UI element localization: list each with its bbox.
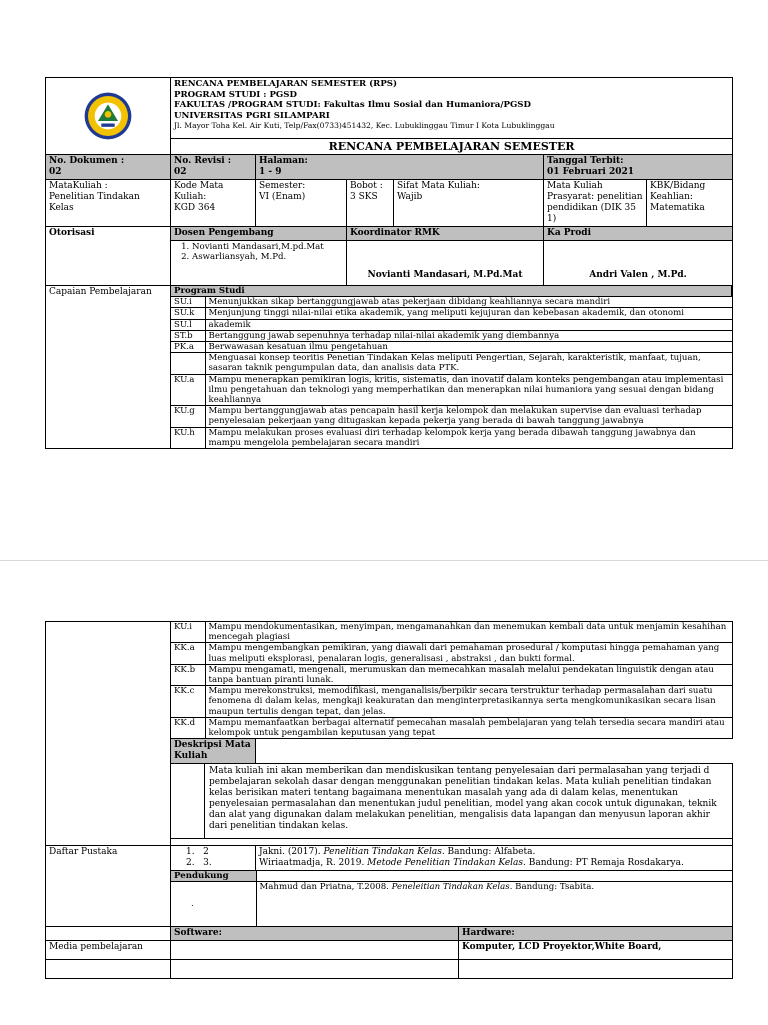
plo-text: Mampu mengembangkan pemikiran, yang diawali dari pemahaman prosedural / komputasi hingga pemahaman yang luas meliputi eksplorasi, penalaran logis, generalisasi , abstraksi , dan bukti formal. — [205, 643, 732, 664]
pendukung-label: Pendukung — [171, 871, 256, 882]
pendukung-table — [171, 871, 732, 926]
matakuliah: MataKuliah : Penelitian Tindakan Kelas — [46, 180, 171, 227]
dosen-item: 2. Aswarliansyah, M.Pd. — [192, 252, 343, 262]
logo-cell — [46, 78, 171, 155]
plo-row — [171, 319, 732, 330]
plo-text: Mampu mendokumentasikan, menyimpan, mengamanahkan dan menemukan kembali data untuk menjamin kesahihan mencegah plagiasi — [205, 622, 732, 643]
plo-text: Mampu melakukan proses evaluasi diri terhadap kelompok kerja yang berada dibawah tanggung jawabnya dan mampu mengelola pembelajaran secara mandiri — [205, 427, 732, 448]
dosen-list — [171, 241, 347, 286]
header-line-4: UNIVERSITAS PGRI SILAMPARI — [174, 110, 330, 121]
plo-row — [171, 353, 732, 374]
plo-code: SU.i — [171, 297, 205, 308]
plo-code: KK.a — [171, 643, 205, 664]
plo-row — [171, 686, 732, 718]
document-title: RENCANA PEMBELAJARAN SEMESTER — [171, 139, 733, 155]
deskripsi-label: Deskripsi Mata Kuliah — [171, 739, 256, 764]
plo-text: Mampu menerapkan pemikiran logis, kritis, sistematis, dan inovatif dalam konteks pengembangan atau implementasi ilmu pengetahuan dan teknologi yang memperhatikan dan menerapkan nilai humaniora yang sesuai dengan bidang keahliannya — [205, 374, 732, 406]
kaprodi-label: Ka Prodi — [544, 227, 733, 241]
header-address: Jl. Mayor Toha Kel. Air Kuti, Telp/Fax(0733)451432, Kec. Lubuklinggau Timur I Kota Lubuklinggau — [174, 121, 555, 130]
pustaka-item: Wiriaatmadja, R. 2019. Metode Penelitian Tindakan Kelas. Bandung: PT Remaja Rosdakarya. — [259, 858, 684, 869]
plo-code — [171, 353, 205, 374]
plo-table-page-1 — [171, 286, 732, 448]
kbk-bidang-keahlian: KBK/Bidang Keahlian: Matematika — [647, 180, 733, 227]
plo-code: KK.c — [171, 686, 205, 718]
page-2 — [0, 560, 768, 1025]
capaian-label: Capaian Pembelajaran — [46, 286, 171, 449]
plo-row — [171, 330, 732, 341]
otorisasi-label: Otorisasi — [46, 227, 171, 286]
plo-text: Menjunjung tinggi nilai-nilai etika akademik, yang meliputi kejujuran dan kebebasan akademik, dan otonomi — [205, 308, 732, 319]
capaian-continued — [46, 622, 171, 846]
hardware-label: Hardware: — [459, 927, 733, 941]
koordinator-label: Koordinator RMK — [347, 227, 544, 241]
tanggal-terbit: Tanggal Terbit: 01 Februari 2021 — [544, 155, 733, 180]
deskripsi-text: Mata kuliah ini akan memberikan dan mendiskusikan tentang penyelesaian dari permalasahan yang terjadi d pembelajaran sekolah dasar dengan menggunakan penelitian tindakan kelas. Mata kuliah penelitian tindakan kelas berisikan materi tentang bagaimana menentukan masalah yang ada di dalam kelas, menentukan penyelesaian permasalahan dan menentukan judul penelitian, model yang akan cocok untuk digunakan, teknik dan alat yang digunakan dalam melakukan penelitian, mengalisis data lapangan dan menyusun laporan akhir dari penelitian tindakan kelas. — [205, 764, 733, 839]
dosen-item: 1. Novianti Mandasari,M.pd.Mat — [192, 242, 343, 252]
software-label: Software: — [171, 927, 459, 941]
plo-text: Mampu bertanggungjawab atas pencapain hasil kerja kelompok dan melakukan supervise dan evaluasi terhadap penyelesaian pekerjaan yang ditugaskan kepada pekerja yang berada di bawah tanggung jawabnya — [205, 406, 732, 427]
plo-text: Bertanggung jawab sepenuhnya terhadap nilai-nilai akademik yang diembannya — [205, 330, 732, 341]
kaprodi-name: Andri Valen , M.Pd. — [544, 241, 733, 286]
media-label: Media pembelajaran — [46, 941, 171, 960]
kode-mata-kuliah: Kode Mata Kuliah: KGD 364 — [171, 180, 256, 227]
pendukung-bullet: . — [171, 882, 256, 927]
header-line-2: PROGRAM STUDI : PGSD — [174, 89, 297, 100]
pustaka-item: Jakni. (2017). Penelitian Tindakan Kelas. Bandung: Alfabeta. — [259, 847, 536, 858]
plo-text: Mampu mengamati, mengenali, merumuskan dan memecahkan masalah melalui pendekatan linguistik dengan atau tanpa bantuan piranti lunak. — [205, 664, 732, 685]
bobot: Bobot : 3 SKS — [347, 180, 394, 227]
sifat-mata-kuliah: Sifat Mata Kuliah: Wajib — [394, 180, 544, 227]
header-text — [171, 78, 733, 139]
capaian-content — [171, 286, 733, 449]
plo-text: Berwawasan kesatuan ilmu pengetahuan — [205, 342, 732, 353]
halaman: Halaman: 1 - 9 — [256, 155, 544, 180]
header-line-1: RENCANA PEMBELAJARAN SEMESTER (RPS) — [174, 79, 398, 89]
plo-code: KK.b — [171, 664, 205, 685]
plo-row — [171, 622, 732, 643]
no-revisi: No. Revisi : 02 — [171, 155, 256, 180]
plo-code: KU.a — [171, 374, 205, 406]
plo-code: ST.b — [171, 330, 205, 341]
plo-code: KK.d — [171, 717, 205, 738]
no-dokumen: No. Dokumen : 02 — [46, 155, 171, 180]
rps-header-table — [45, 77, 733, 449]
semester: Semester: VI (Enam) — [256, 180, 347, 227]
plo-row — [171, 374, 732, 406]
plo-code: KU.g — [171, 406, 205, 427]
pustaka-label: Daftar Pustaka — [46, 846, 171, 927]
capaian-content-continued — [171, 622, 733, 739]
plo-row — [171, 717, 732, 738]
plo-text: Mampu merekonstruksi, memodifikasi, menganalisis/berpikir secara terstruktur terhadap permasalahan dari suatu fenomena di dalam kelas, mengkaji keakuratan dan menginterpretasikannya serta mengkomunikasikan secara lisan maupun tertulis dengan tepat, dan jelas. — [205, 686, 732, 718]
plo-row — [171, 643, 732, 664]
plo-row — [171, 427, 732, 448]
plo-row — [171, 342, 732, 353]
plo-code: KU.h — [171, 427, 205, 448]
pendukung-section — [171, 871, 733, 927]
plo-text: Menunjukkan sikap bertanggungjawab atas pekerjaan dibidang keahliannya secara mandiri — [205, 297, 732, 308]
university-logo-icon — [83, 91, 133, 141]
plo-code: PK.a — [171, 342, 205, 353]
plo-table-page-2 — [171, 622, 732, 738]
header-line-3: FAKULTAS /PROGRAM STUDI: Fakultas Ilmu Sosial dan Humaniora/PGSD — [174, 100, 531, 110]
plo-row — [171, 297, 732, 308]
plo-code: KU.i — [171, 622, 205, 643]
pendukung-item: Mahmud dan Priatna, T.2008. Peneleitian Tindakan Kelas. Bandung: Tsabita. — [256, 882, 732, 927]
plo-text: Mampu memanfaatkan berbagai alternatif pemecahan masalah pembelajaran yang telah tersedia secara mandiri atau kelompok untuk pengambilan keputusan yang tepat — [205, 717, 732, 738]
dosen-pengembang-label: Dosen Pengembang — [171, 227, 347, 241]
plo-code: SU.k — [171, 308, 205, 319]
plo-row — [171, 406, 732, 427]
program-studi-label: Program Studi — [171, 286, 732, 297]
koordinator-name: Novianti Mandasari, M.Pd.Mat — [347, 241, 544, 286]
rps-continuation-table — [45, 621, 733, 979]
pustaka-numbers: 1. 2 2. 3. — [171, 846, 256, 871]
plo-row — [171, 664, 732, 685]
pustaka-utama — [256, 846, 733, 871]
plo-code: SU.l — [171, 319, 205, 330]
plo-text: Menguasai konsep teoritis Penetian Tindakan Kelas meliputi Pengertian, Sejarah, karakteristik, manfaat, tujuan, sasaran taknik pengumpulan data, dan analisis data PTK. — [205, 353, 732, 374]
prasyarat: Mata Kuliah Prasyarat: penelitian pendidikan (DIK 35 1) — [544, 180, 647, 227]
plo-text: akademik — [205, 319, 732, 330]
hardware-value: Komputer, LCD Proyektor,White Board, — [459, 941, 733, 960]
plo-row — [171, 308, 732, 319]
